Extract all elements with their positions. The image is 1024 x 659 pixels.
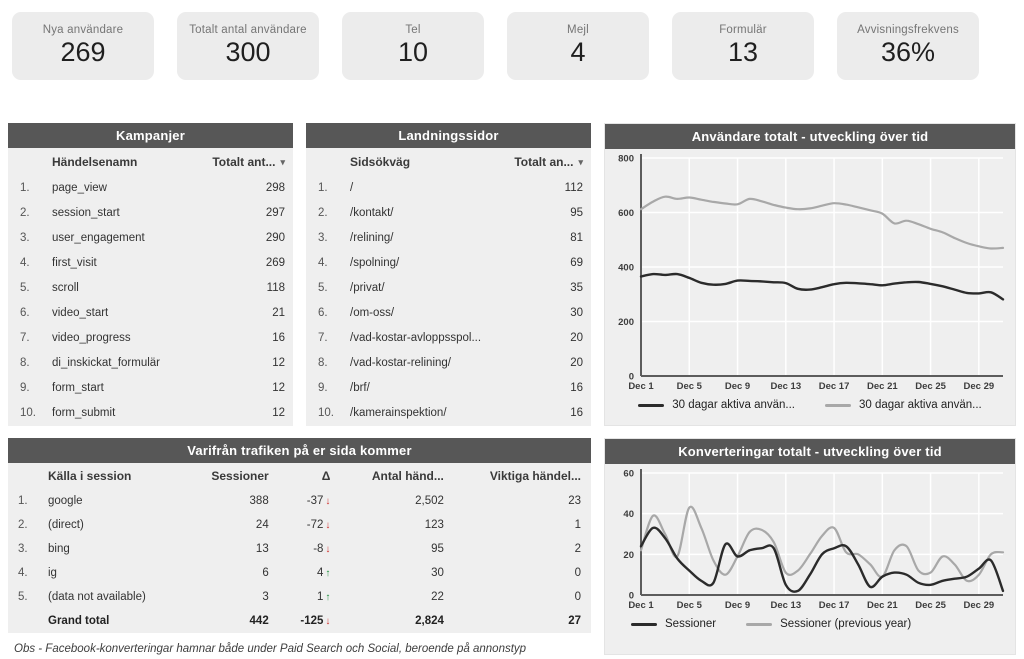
kpi-card-total-users <box>177 12 319 80</box>
svg-text:Dec 17: Dec 17 <box>818 600 850 611</box>
table-row: 1. google 388 -37 ↓ 2,502 23 <box>18 495 581 507</box>
table-row: 7. /vad-kostar-avloppsspol... 20 <box>318 331 583 344</box>
table-row: 2. (direct) 24 -72 ↓ 123 1 <box>18 519 581 531</box>
kpi-value: 36% <box>880 37 936 67</box>
table-row: 4. first_visit 269 <box>20 256 285 269</box>
trend-arrow-icon: ↑ <box>325 568 331 579</box>
landningssidor-panel <box>306 123 591 426</box>
line-swatch-icon <box>631 623 657 626</box>
line-swatch-icon <box>638 404 664 407</box>
svg-text:Dec 21: Dec 21 <box>867 381 898 392</box>
kpi-card-bounce-rate <box>837 12 979 80</box>
kpi-card-tel <box>342 12 484 80</box>
column-header-event-name[interactable]: Händelsenamn <box>52 155 138 169</box>
panel-title: Landningssidor <box>306 123 591 148</box>
table-row: 8. di_inskickat_formulär 12 <box>20 356 285 369</box>
legend-item-active-users-prev[interactable]: 30 dagar aktiva använ... <box>825 399 982 411</box>
panel-title: Konverteringar totalt - utveckling över tid <box>605 439 1015 464</box>
table-row: 2. /kontakt/ 95 <box>318 206 583 219</box>
column-header-total-users[interactable]: Totalt an... ▾ <box>514 155 583 169</box>
dashboard-grid <box>8 123 1016 655</box>
table-row: 3. /relining/ 81 <box>318 231 583 244</box>
trend-arrow-icon: ↓ <box>325 496 331 507</box>
column-header-sessions[interactable]: Sessioner <box>211 469 269 483</box>
svg-text:800: 800 <box>618 153 634 165</box>
table-row: 6. video_start 21 <box>20 306 285 319</box>
column-header-source[interactable]: Källa i session <box>48 469 132 483</box>
column-header-total-events[interactable]: Totalt ant... ▾ <box>212 155 285 169</box>
landningssidor-table <box>306 148 591 425</box>
table-row: 9. form_start 12 <box>20 381 285 394</box>
svg-text:40: 40 <box>623 509 634 521</box>
kpi-label: Tel <box>405 24 421 36</box>
column-header-delta[interactable]: Δ <box>321 469 331 483</box>
facebook-note: Obs - Facebook-konverteringar hamnar både under Paid Search och Social, beroende på annonstyp <box>14 643 527 655</box>
users-line-chart[interactable] <box>605 149 1015 393</box>
column-header-page-path[interactable]: Sidsökväg <box>350 155 411 169</box>
kpi-card-new-users <box>12 12 154 80</box>
table-row: 4. ig 6 4 ↑ 30 0 <box>18 567 581 579</box>
svg-text:200: 200 <box>618 317 634 328</box>
trend-arrow-icon: ↓ <box>325 520 331 531</box>
svg-text:Dec 9: Dec 9 <box>724 600 751 611</box>
trend-arrow-icon: ↓ <box>325 616 331 627</box>
table-row: 9. /brf/ 16 <box>318 381 583 394</box>
table-row: 5. scroll 118 <box>20 281 285 294</box>
svg-text:Dec 5: Dec 5 <box>676 381 702 392</box>
svg-text:Dec 1: Dec 1 <box>628 381 654 392</box>
column-header-events[interactable]: Antal händ... <box>371 469 444 483</box>
table-row: 5. (data not available) 3 1 ↑ 22 0 <box>18 591 581 603</box>
kpi-label: Mejl <box>567 24 589 36</box>
svg-text:60: 60 <box>623 468 634 480</box>
legend-item-sessions-prev[interactable]: Sessioner (previous year) <box>746 618 911 630</box>
svg-text:Dec 25: Dec 25 <box>915 600 946 611</box>
svg-text:Dec 13: Dec 13 <box>770 600 802 611</box>
traffic-panel <box>8 438 591 633</box>
table-row: 1. / 112 <box>318 181 583 194</box>
traffic-section <box>8 438 591 655</box>
line-swatch-icon <box>746 623 772 626</box>
kpi-value: 300 <box>225 37 271 67</box>
kampanjer-panel <box>8 123 293 426</box>
kpi-card-mejl <box>507 12 649 80</box>
table-row: 6. /om-oss/ 30 <box>318 306 583 319</box>
kpi-label: Nya användare <box>42 24 124 36</box>
conversions-chart-legend <box>605 612 1015 640</box>
panel-title: Användare totalt - utveckling över tid <box>605 124 1015 149</box>
kpi-row <box>0 0 1024 80</box>
table-row: 1. page_view 298 <box>20 181 285 194</box>
trend-arrow-icon: ↓ <box>325 544 331 555</box>
table-row: 8. /vad-kostar-relining/ 20 <box>318 356 583 369</box>
sort-caret-icon: ▾ <box>578 157 583 167</box>
grand-total-row: Grand total 442 -125 ↓ 2,824 27 <box>48 615 581 627</box>
table-row: 4. /spolning/ 69 <box>318 256 583 269</box>
kampanjer-table <box>8 148 293 425</box>
users-chart-legend <box>605 393 1015 421</box>
column-header-key-events[interactable]: Viktiga händel... <box>489 469 581 483</box>
kpi-value: 10 <box>397 37 429 67</box>
traffic-table <box>8 463 591 633</box>
trend-arrow-icon: ↑ <box>325 592 331 603</box>
svg-text:600: 600 <box>618 208 634 219</box>
svg-text:Dec 17: Dec 17 <box>818 381 850 392</box>
svg-text:Dec 9: Dec 9 <box>724 381 751 392</box>
conversions-line-chart[interactable] <box>605 464 1015 612</box>
svg-text:Dec 21: Dec 21 <box>867 600 898 611</box>
kpi-label: Totalt antal användare <box>189 24 307 36</box>
svg-text:0: 0 <box>628 371 634 383</box>
panel-title: Kampanjer <box>8 123 293 148</box>
kpi-card-formular <box>672 12 814 80</box>
svg-text:Dec 13: Dec 13 <box>770 381 802 392</box>
panel-title: Varifrån trafiken på er sida kommer <box>8 438 591 463</box>
table-row: 10. form_submit 12 <box>20 406 285 419</box>
kpi-value: 269 <box>60 37 106 67</box>
table-row: 5. /privat/ 35 <box>318 281 583 294</box>
svg-text:400: 400 <box>618 262 634 274</box>
line-swatch-icon <box>825 404 851 407</box>
svg-text:20: 20 <box>623 549 634 561</box>
users-over-time-panel <box>604 123 1016 426</box>
kpi-value: 4 <box>570 37 586 67</box>
kpi-value: 13 <box>727 37 759 67</box>
table-row: 3. user_engagement 290 <box>20 231 285 244</box>
svg-text:Dec 5: Dec 5 <box>676 600 702 611</box>
svg-text:Dec 25: Dec 25 <box>915 381 946 392</box>
svg-text:Dec 29: Dec 29 <box>963 381 995 392</box>
kpi-label: Formulär <box>719 24 767 36</box>
legend-item-active-users[interactable]: 30 dagar aktiva använ... <box>638 399 795 411</box>
svg-text:Dec 1: Dec 1 <box>628 600 654 611</box>
table-row: 3. bing 13 -8 ↓ 95 2 <box>18 543 581 555</box>
svg-text:Dec 29: Dec 29 <box>963 600 995 611</box>
table-row: 7. video_progress 16 <box>20 331 285 344</box>
legend-item-sessions[interactable]: Sessioner <box>631 618 716 630</box>
sort-caret-icon: ▾ <box>280 157 285 167</box>
svg-text:0: 0 <box>628 590 634 602</box>
table-row: 2. session_start 297 <box>20 206 285 219</box>
kpi-label: Avvisningsfrekvens <box>857 24 959 36</box>
table-row: 10. /kamerainspektion/ 16 <box>318 406 583 419</box>
conversions-over-time-panel <box>604 438 1016 655</box>
